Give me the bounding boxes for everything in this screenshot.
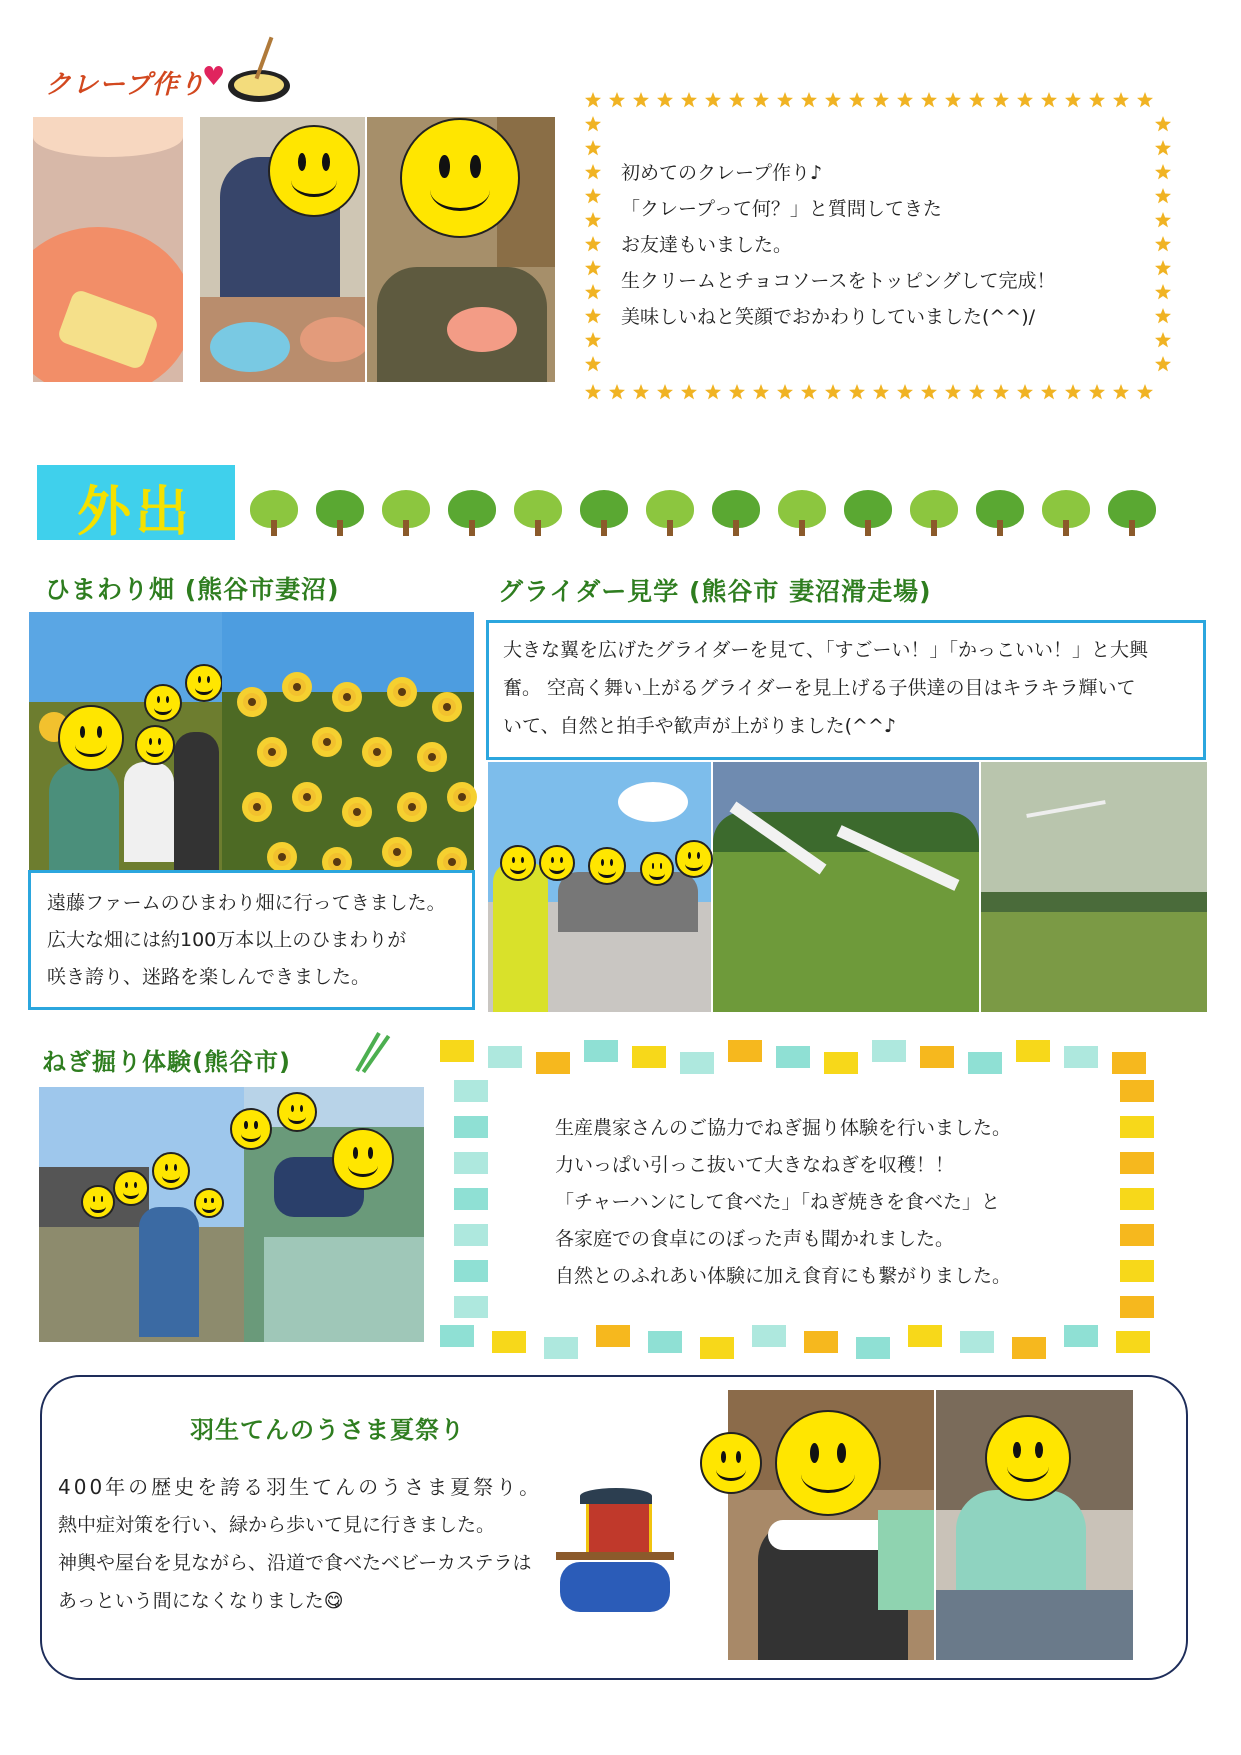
star-icon [633,92,649,107]
confetti-square [872,1040,906,1062]
star-icon [993,384,1009,399]
star-icon [609,92,625,107]
sunflower-head [242,792,272,822]
confetti-square [1120,1260,1154,1282]
star-icon [585,356,601,371]
negi-title: ねぎ掘り体験(熊谷市) [42,1048,291,1076]
face-mask-smiley [700,1432,762,1494]
outing-title: 外出 [77,480,193,543]
tree-row [250,490,1170,540]
confetti-square [920,1046,954,1068]
star-icon [585,308,601,323]
star-icon [1155,236,1171,251]
confetti-square [804,1331,838,1353]
confetti-square [1120,1296,1154,1318]
star-icon [1155,332,1171,347]
negi-line: 自然とのふれあい体験に加え食育にも繋がりました。 [555,1265,1012,1287]
sunflower-head [292,782,322,812]
star-icon [585,332,601,347]
confetti-square [968,1052,1002,1074]
star-icon [993,92,1009,107]
glider-photo-kids [488,762,711,1012]
face-mask-smiley [135,725,175,765]
crepe-text [621,155,1141,335]
star-icon [585,164,601,179]
crepe-line: お友達もいました。 [621,234,793,256]
face-mask-smiley [588,847,626,885]
star-icon [657,384,673,399]
festival-line: 熱中症対策を行い、緑から歩いて見に行きました。 [58,1514,496,1536]
confetti-square [648,1331,682,1353]
face-mask-smiley [81,1185,115,1219]
star-icon [681,384,697,399]
confetti-square [1120,1188,1154,1210]
confetti-square [1116,1331,1150,1353]
confetti-square [1120,1152,1154,1174]
tree-icon [382,490,430,538]
glider-photo-ground [713,762,979,1012]
star-icon [825,92,841,107]
mikoshi-illustration [556,1470,674,1620]
confetti-square [856,1337,890,1359]
star-icon [1155,164,1171,179]
crepe-line: 初めてのクレープ作り♪ [621,162,823,184]
crepe-line: 生クリームとチョコソースをトッピングして完成！ [621,270,1056,292]
sunflower-line: 遠藤ファームのひまわり畑に行ってきました。 [47,892,446,914]
festival-title: 羽生てんのうさま夏祭り [190,1416,465,1444]
face-mask-smiley [277,1092,317,1132]
confetti-square [632,1046,666,1068]
star-icon [1113,384,1129,399]
star-icon [945,92,961,107]
sunflower-head [257,737,287,767]
sunflower-head [267,842,297,872]
tree-icon [1108,490,1156,538]
star-icon [585,140,601,155]
sunflower-head [387,677,417,707]
crepe-line: 「クレープって何？」と質問してきた [621,198,942,220]
tree-icon [910,490,958,538]
star-icon [729,384,745,399]
star-icon [1017,92,1033,107]
negi-line: 「チャーハンにして食べた」「ねぎ焼きを食べた」と [555,1191,1000,1213]
tree-icon [1042,490,1090,538]
confetti-square [776,1046,810,1068]
sunflower-head [417,742,447,772]
negi-line: 各家庭での食卓にのぼった声も聞かれました。 [555,1228,955,1250]
sunflower-head [237,687,267,717]
star-icon [585,384,601,399]
star-icon [1155,356,1171,371]
star-icon [585,116,601,131]
negi-line: 生産農家さんのご協力でねぎ掘り体験を行いました。 [555,1117,1012,1139]
face-mask-smiley [230,1108,272,1150]
sunflower-head [382,837,412,867]
star-icon [1065,92,1081,107]
star-icon [1137,92,1153,107]
tree-icon [580,490,628,538]
sunflower-title: ひまわり畑 (熊谷市妻沼) [45,575,340,604]
tree-icon [250,490,298,538]
outing-banner [37,465,235,543]
confetti-square [454,1296,488,1318]
tree-icon [712,490,760,538]
tree-icon [514,490,562,538]
star-icon [801,92,817,107]
confetti-square [960,1331,994,1353]
star-icon [729,92,745,107]
star-icon [1155,116,1171,131]
confetti-square [440,1325,474,1347]
negi-text [555,1110,1115,1295]
star-icon [1155,260,1171,275]
star-icon [777,92,793,107]
crepe-photo-plate [33,117,183,382]
crepe-title: クレープ作り [45,70,206,100]
star-icon [921,92,937,107]
glider-title: グライダー見学 (熊谷市 妻沼滑走場) [498,577,932,606]
sunflower-line: 広大な畑には約100万本以上のひまわりが [47,929,407,951]
confetti-square [752,1325,786,1347]
tree-icon [778,490,826,538]
tree-icon [448,490,496,538]
glider-line: 大きな翼を広げたグライダーを見て、「すごーい！」「かっこいい！」と大興 [503,639,1149,661]
star-icon [897,92,913,107]
face-mask-smiley [640,852,674,886]
green-onion-icon [346,1030,390,1074]
face-mask-smiley [152,1152,190,1190]
sunflower-head [282,672,312,702]
tree-icon [844,490,892,538]
face-mask-smiley [400,118,520,238]
festival-line: 神輿や屋台を見ながら、沿道で食べたベビーカステラは [58,1552,532,1574]
confetti-square [454,1152,488,1174]
confetti-square [544,1337,578,1359]
star-icon [969,92,985,107]
sunflower-head [362,737,392,767]
confetti-square [1064,1046,1098,1068]
star-icon [969,384,985,399]
sunflower-head [397,792,427,822]
star-icon [705,384,721,399]
confetti-square [680,1052,714,1074]
face-mask-smiley [775,1410,881,1516]
festival-line: あっという間になくなりました😋 [58,1590,344,1612]
confetti-square [454,1224,488,1246]
star-icon [681,92,697,107]
sunflower-head [342,797,372,827]
star-icon [1137,384,1153,399]
star-icon [1155,308,1171,323]
heart-icon: ♥ [202,62,226,92]
star-icon [585,284,601,299]
star-icon [1041,92,1057,107]
sunflower-heads [222,612,474,872]
face-mask-smiley [113,1170,149,1206]
confetti-square [1120,1224,1154,1246]
star-icon [1089,92,1105,107]
confetti-square [440,1040,474,1062]
star-icon [585,188,601,203]
star-icon [1113,92,1129,107]
confetti-square [1016,1040,1050,1062]
sunflower-line: 咲き誇り、迷路を楽しんできました。 [47,966,371,988]
confetti-square [492,1331,526,1353]
star-icon [873,92,889,107]
confetti-square [584,1040,618,1062]
star-icon [849,384,865,399]
star-icon [657,92,673,107]
star-icon [801,384,817,399]
star-icon [1065,384,1081,399]
confetti-square [596,1325,630,1347]
star-icon [873,384,889,399]
star-icon [705,92,721,107]
star-icon [753,384,769,399]
tree-icon [646,490,694,538]
star-icon [1041,384,1057,399]
confetti-square [454,1188,488,1210]
face-mask-smiley [144,684,182,722]
festival-text [58,1468,542,1620]
star-icon [585,92,601,107]
confetti-square [728,1040,762,1062]
tree-icon [316,490,364,538]
star-icon [585,212,601,227]
confetti-square [1112,1052,1146,1074]
star-icon [777,384,793,399]
star-icon [921,384,937,399]
confetti-square [1120,1080,1154,1102]
face-mask-smiley [675,840,713,878]
glider-line: いて、自然と拍手や歓声が上がりました(^^♪ [503,715,896,737]
star-icon [1155,284,1171,299]
face-mask-smiley [194,1188,224,1218]
sunflower-head [432,692,462,722]
star-icon [753,92,769,107]
star-icon [849,92,865,107]
sunflower-head [447,782,477,812]
sunflower-head [332,682,362,712]
star-icon [1155,212,1171,227]
face-mask-smiley [185,664,223,702]
face-mask-smiley [500,845,536,881]
confetti-square [908,1325,942,1347]
star-icon [585,260,601,275]
confetti-square [536,1052,570,1074]
confetti-square [454,1080,488,1102]
glider-text-box [486,620,1206,760]
confetti-square [454,1116,488,1138]
crepe-star-frame [583,90,1173,402]
confetti-square [488,1046,522,1068]
face-mask-smiley [268,125,360,217]
negi-line: 力いっぱい引っこ抜いて大きなねぎを収穫！！ [555,1154,955,1176]
star-icon [585,236,601,251]
festival-line: 400年の歴史を誇る羽生てんのうさま夏祭り。 [58,1475,543,1499]
confetti-square [454,1260,488,1282]
confetti-square [1064,1325,1098,1347]
crepe-line: 美味しいねと笑顔でおかわりしていました(^^)/ [621,306,1036,328]
glider-photo-flight [981,762,1207,1012]
sunflower-head [312,727,342,757]
face-mask-smiley [58,705,124,771]
tree-icon [976,490,1024,538]
face-mask-smiley [539,845,575,881]
confetti-square [700,1337,734,1359]
confetti-square [1012,1337,1046,1359]
star-icon [1155,140,1171,155]
glider-line: 奮。 空高く舞い上がるグライダーを見上げる子供達の目はキラキラ輝いて [503,677,1136,699]
star-icon [1089,384,1105,399]
star-icon [825,384,841,399]
confetti-square [1120,1116,1154,1138]
star-icon [945,384,961,399]
star-icon [897,384,913,399]
star-icon [1155,188,1171,203]
star-icon [633,384,649,399]
face-mask-smiley [985,1415,1071,1501]
star-icon [1017,384,1033,399]
confetti-square [824,1052,858,1074]
face-mask-smiley [332,1128,394,1190]
star-icon [609,384,625,399]
sunflower-text-box [28,870,475,1010]
